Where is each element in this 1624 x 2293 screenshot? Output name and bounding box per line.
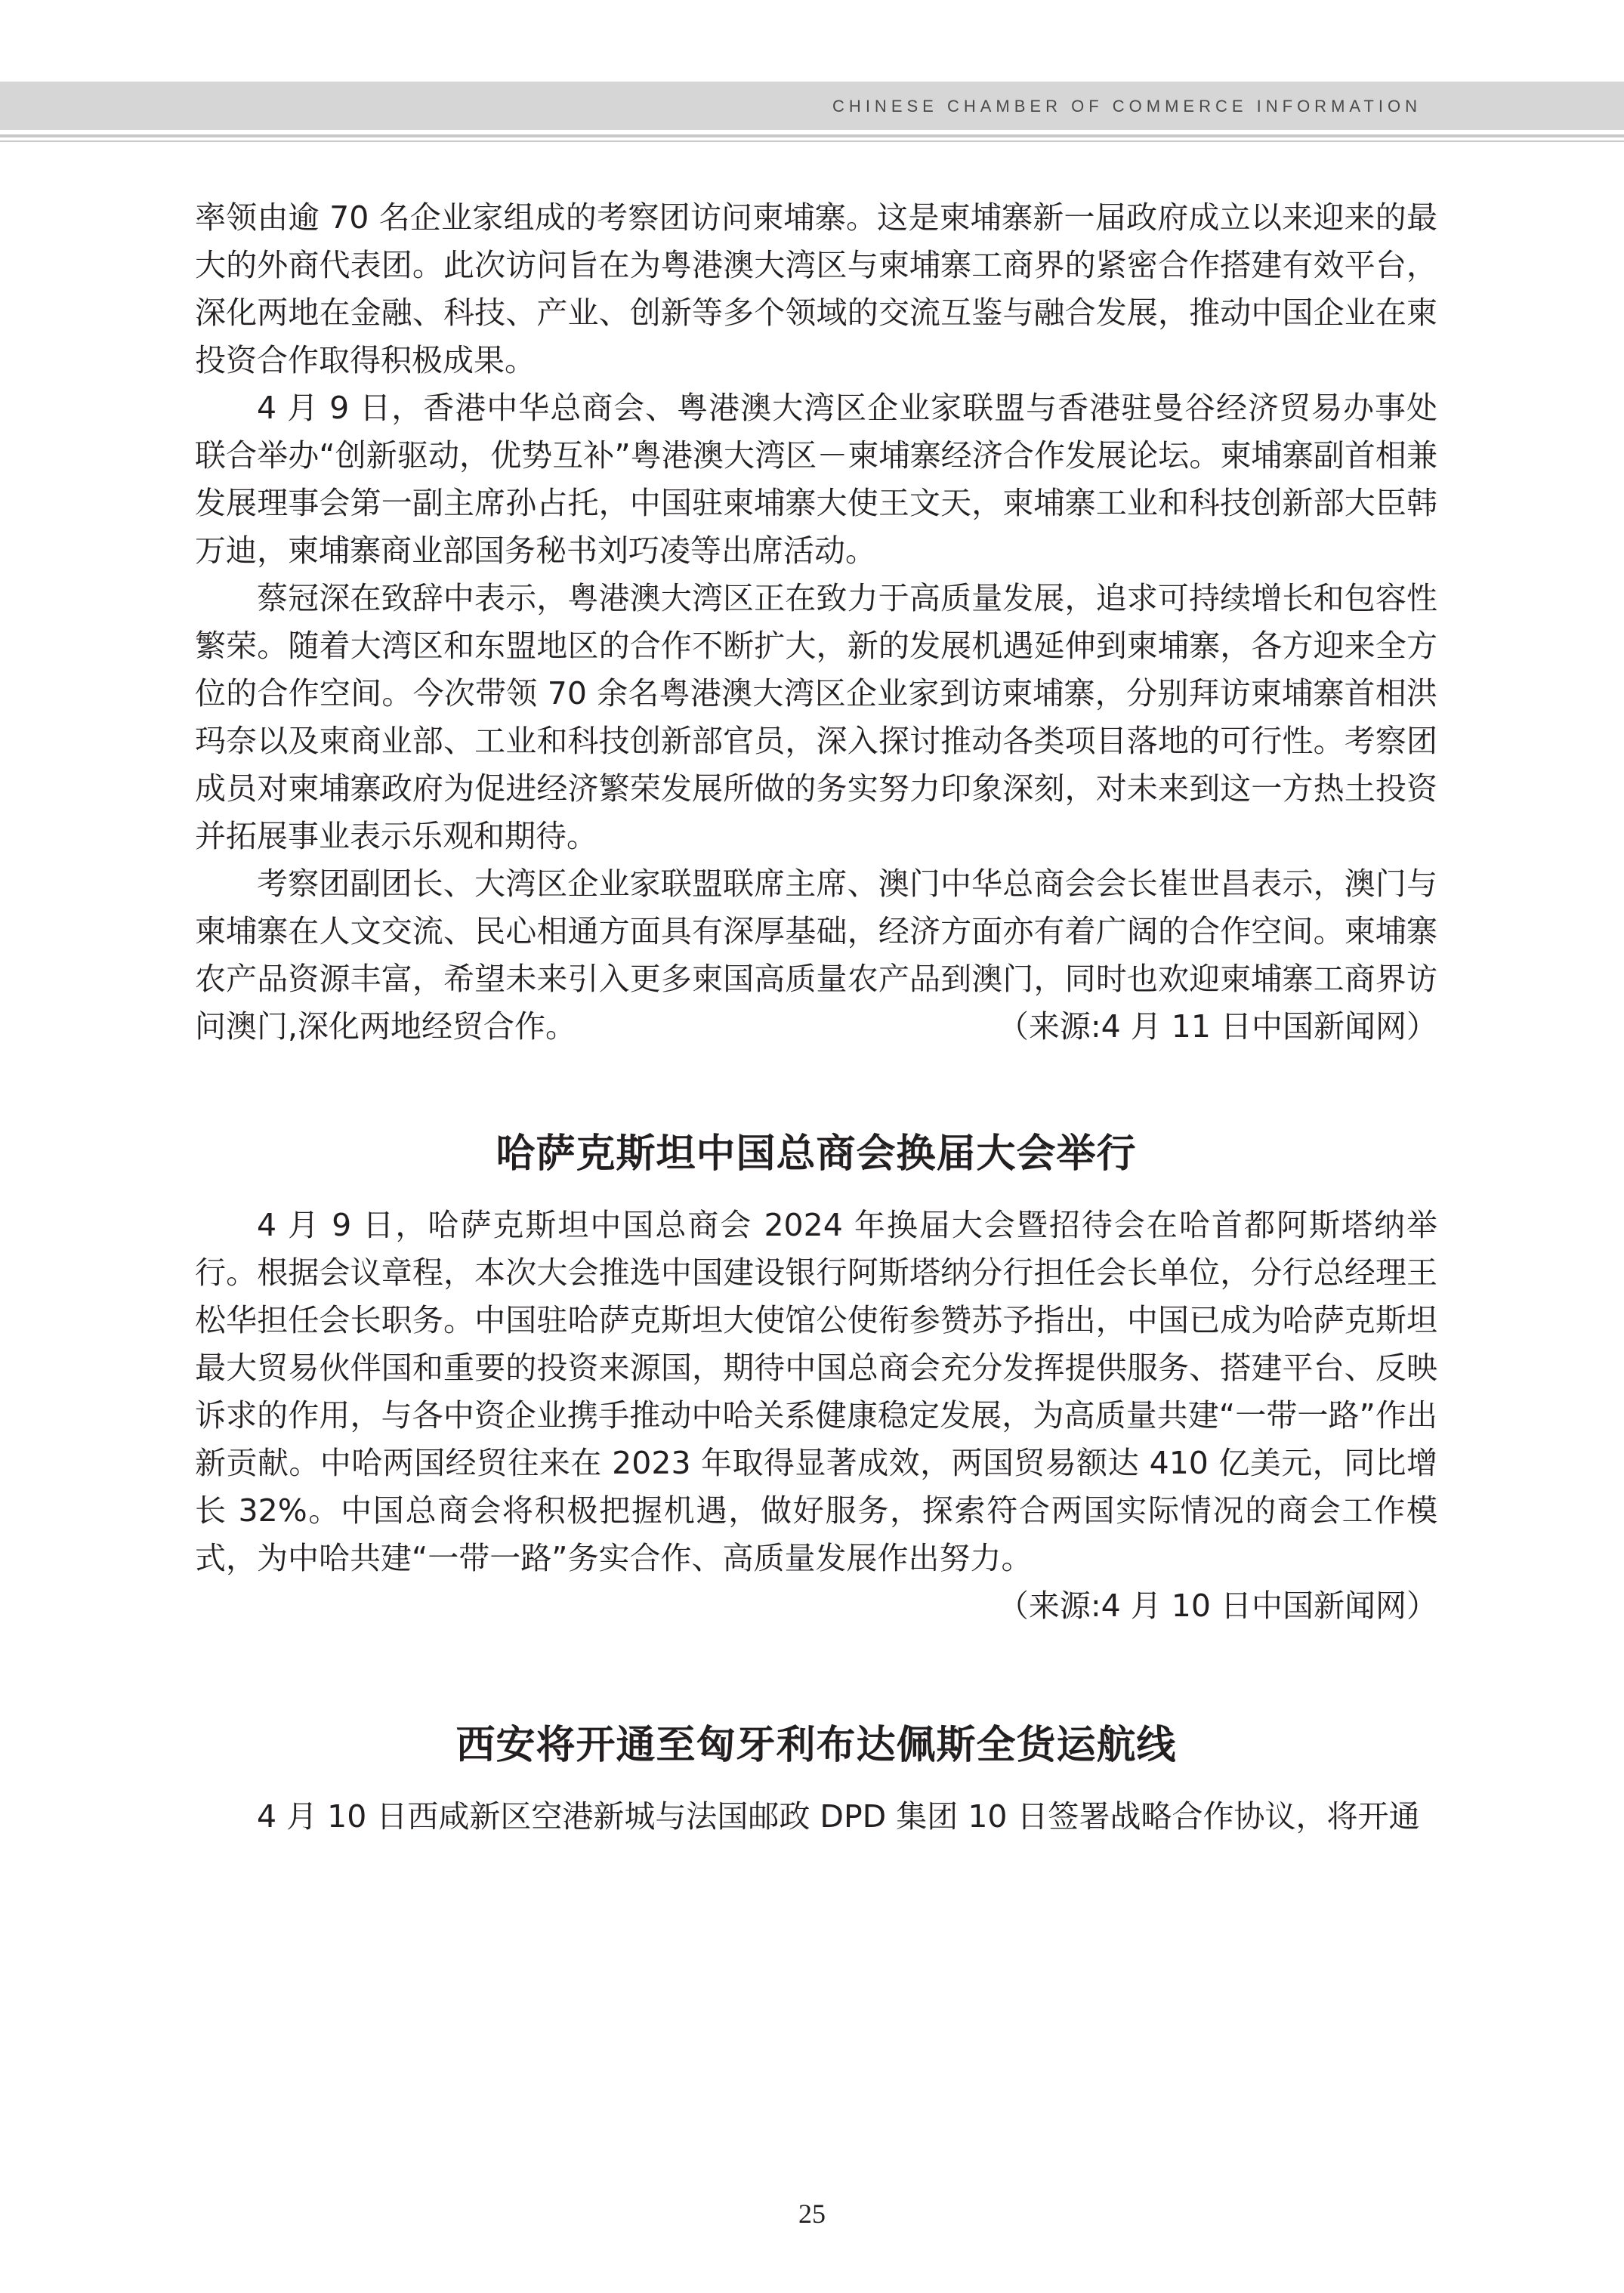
page-content	[195, 194, 1437, 1841]
paragraph-text: 4 月 9 日，哈萨克斯坦中国总商会 2024 年换届大会暨招待会在哈首都阿斯塔纳举行。根据会议章程，本次大会推选中国建设银行阿斯塔纳分行担任会长单位，分行总经理王松华担任会长职务。中国驻哈萨克斯坦大使馆公使衔参赞苏予指出，中国已成为哈萨克斯坦最大贸易伙伴国和重要的投资来源国，期待中国总商会充分发挥提供服务、搭建平台、反映诉求的作用，与各中资企业携手推动中哈关系健康稳定发展，为高质量共建“一带一路”作出新贡献。中哈两国经贸往来在 2023 年取得显著成效，两国贸易额达 410 亿美元，同比增长 32%。中国总商会将积极把握机遇，做好服务，探索符合两国实际情况的商会工作模式，为中哈共建“一带一路”务实合作、高质量发展作出努力。	[195, 1207, 1437, 1576]
source-citation: （来源:4 月 11 日中国新闻网）	[997, 1008, 1437, 1045]
paragraph: 4 月 10 日西咸新区空港新城与法国邮政 DPD 集团 10 日签署战略合作协议，将开通	[257, 1798, 1420, 1835]
paragraph: 率领由逾 70 名企业家组成的考察团访问柬埔寨。这是柬埔寨新一届政府成立以来迎来的最大的外商代表团。此次访问旨在为粤港澳大湾区与柬埔寨工商界的紧密合作搭建有效平台，深化两地在金融、科技、产业、创新等多个领域的交流互鉴与融合发展，推动中国企业在柬投资合作取得积极成果。	[195, 199, 1437, 378]
running-header: CHINESE CHAMBER OF COMMERCE INFORMATION	[832, 97, 1422, 116]
page-number: 25	[798, 2199, 826, 2229]
article-xian-cargo-route	[195, 1719, 1437, 1841]
header-rule	[0, 134, 1624, 137]
paragraph-text: 考察团副团长、大湾区企业家联盟联席主席、澳门中华总商会会长崔世昌表示，澳门与柬埔寨在人文交流、民心相通方面具有深厚基础，经济方面亦有着广阔的合作空间。柬埔寨农产品资源丰富，希望未来引入更多柬国高质量农产品到澳门，同时也欢迎柬埔寨工商界访问澳门,深化两地经贸合作。	[195, 866, 1437, 1045]
article-cambodia-visit	[195, 194, 1437, 1051]
paragraph: 4 月 9 日，香港中华总商会、粤港澳大湾区企业家联盟与香港驻曼谷经济贸易办事处联合举办“创新驱动，优势互补”粤港澳大湾区－柬埔寨经济合作发展论坛。柬埔寨副首相兼发展理事会第一副主席孙占托，中国驻柬埔寨大使王文天，柬埔寨工业和科技创新部大臣韩万迪，柬埔寨商业部国务秘书刘巧凌等出席活动。	[195, 390, 1437, 569]
paragraph: 蔡冠深在致辞中表示，粤港澳大湾区正在致力于高质量发展，追求可持续增长和包容性繁荣。随着大湾区和东盟地区的合作不断扩大，新的发展机遇延伸到柬埔寨，各方迎来全方位的合作空间。今次带领 70 余名粤港澳大湾区企业家到访柬埔寨，分别拜访柬埔寨首相洪玛奈以及柬商业部、工业和科技创新部官员，深入探讨推动各类项目落地的可行性。考察团成员对柬埔寨政府为促进经济繁荣发展所做的务实努力印象深刻，对未来到这一方热土投资并拓展事业表示乐观和期待。	[195, 580, 1437, 854]
paragraph	[195, 860, 1437, 1051]
paragraph	[195, 1202, 1437, 1624]
article-title: 哈萨克斯坦中国总商会换届大会举行	[496, 1131, 1137, 1177]
article-title: 西安将开通至匈牙利布达佩斯全货运航线	[455, 1723, 1177, 1768]
article-kazakhstan-chamber	[195, 1128, 1437, 1630]
header-rule-thin	[0, 140, 1624, 142]
source-citation: （来源:4 月 10 日中国新闻网）	[997, 1588, 1437, 1624]
